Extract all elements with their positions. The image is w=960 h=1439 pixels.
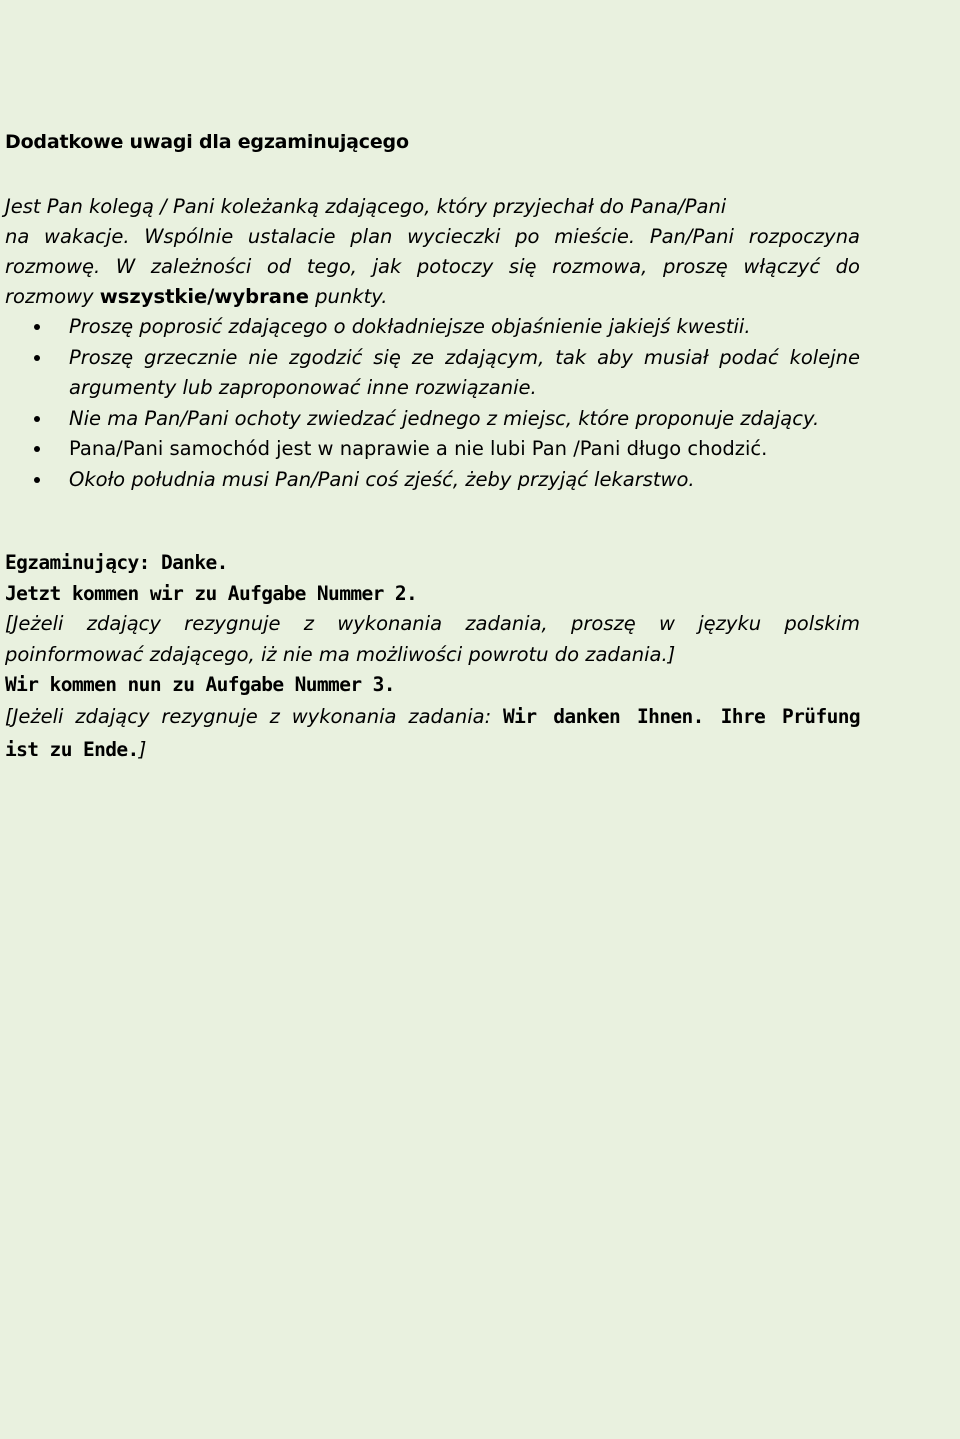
list-item <box>5 312 860 343</box>
list-item <box>5 404 860 435</box>
intro-line-4-start: rozmowy <box>5 285 100 308</box>
examiner-note-2-close: ] <box>138 737 147 761</box>
intro-line-3: rozmowę. W zależności od tego, jak potoczy się rozmowa, proszę włączyć do <box>5 255 860 278</box>
instruction-list <box>5 312 860 495</box>
examiner-note-2-bold-end: ist zu Ende. <box>5 737 139 761</box>
bullet-icon <box>34 446 40 452</box>
bullet-icon <box>34 416 40 422</box>
list-item <box>5 434 860 465</box>
bullet-icon <box>34 477 40 483</box>
examiner-note-1-line-2: poinformować zdającego, iż nie ma możliwości powrotu do zadania.] <box>5 642 676 666</box>
intro-line-4-end: punkty. <box>308 285 388 308</box>
list-item <box>5 465 860 496</box>
intro-line-1: Jest Pan kolegą / Pani koleżanką zdającego, który przyjechał do Pana/Pani <box>5 195 727 218</box>
list-item-text: Proszę grzecznie nie zgodzić się ze zdającym, tak aby musiał podać kolejne <box>69 345 860 369</box>
section-heading: Dodatkowe uwagi dla egzaminującego <box>5 131 409 153</box>
intro-line-2: na wakacje. Wspólnie ustalacie plan wycieczki po mieście. Pan/Pani rozpoczyna <box>5 225 860 248</box>
examiner-note-2-italic: [Jeżeli zdający rezygnuje z wykonania zadania: <box>5 704 492 728</box>
examiner-note-2-bold: Wir danken Ihnen. Ihre Prüfung <box>503 704 861 728</box>
intro-emphasis: wszystkie/wybrane <box>99 285 309 308</box>
examiner-note-1-line-1: [Jeżeli zdający rezygnuje z wykonania zadania, proszę w języku polskim <box>5 612 860 635</box>
list-item-text: Nie ma Pan/Pani ochoty zwiedzać jednego z miejsc, które proponuje zdający. <box>69 406 820 430</box>
examiner-note-2-line-2 <box>5 733 860 767</box>
examiner-line-1: Egzaminujący: Danke. <box>5 551 228 574</box>
examiner-script <box>5 548 860 767</box>
examiner-line-2: Jetzt kommen wir zu Aufgabe Nummer 2. <box>5 581 418 605</box>
bullet-icon <box>34 355 40 361</box>
examiner-note-2-line-1 <box>5 701 860 733</box>
examiner-line-3: Wir kommen nun zu Aufgabe Nummer 3. <box>5 673 395 696</box>
list-item-text: Pana/Pani samochód jest w naprawie a nie lubi Pan /Pani długo chodzić. <box>69 437 768 460</box>
intro-paragraph <box>5 192 860 312</box>
list-item <box>5 343 860 404</box>
intro-line-4 <box>5 282 860 312</box>
list-item-continuation: argumenty lub zaproponować inne rozwiązanie. <box>69 376 537 399</box>
list-item-text: Około południa musi Pan/Pani coś zjeść, żeby przyjąć lekarstwo. <box>69 467 695 491</box>
list-item-text: Proszę poprosić zdającego o dokładniejsze objaśnienie jakiejś kwestii. <box>69 315 751 338</box>
bullet-icon <box>34 324 40 330</box>
